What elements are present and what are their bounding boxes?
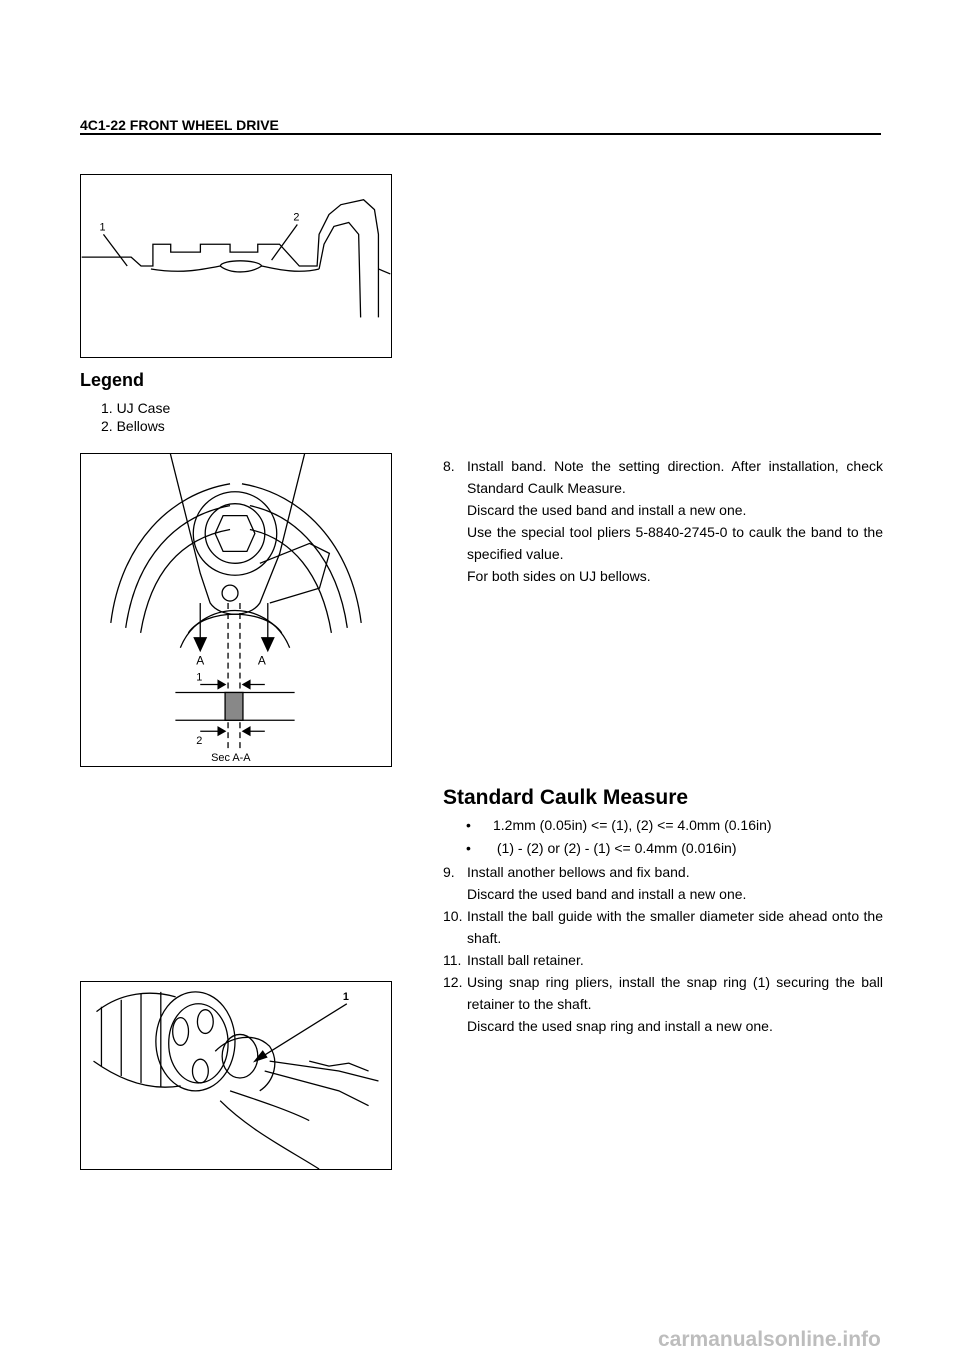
step-line: Use the special tool pliers 5-8840-2745-0 to caulk the band to the specified value. (467, 524, 883, 562)
legend-item-bellows: 2. Bellows (101, 418, 165, 434)
callout-2: 2 (293, 211, 300, 224)
step-9 (443, 861, 883, 905)
uj-case-figure (80, 174, 392, 358)
watermark: carmanualsonline.info (658, 1328, 881, 1351)
callout-1: 1 (342, 990, 349, 1003)
step-11 (443, 949, 883, 971)
page-header: 4C1-22 FRONT WHEEL DRIVE (80, 117, 279, 133)
step-line: Install band. Note the setting direction. After installation, check Standard Caulk Measure. (467, 458, 883, 496)
bullet-text: (1) - (2) or (2) - (1) <= 0.4mm (0.016in) (493, 840, 737, 856)
steps-list (443, 861, 883, 1037)
step-number: 8. (443, 458, 455, 474)
step-number: 11. (443, 952, 462, 968)
step-10 (443, 905, 883, 949)
callout-1: 1 (196, 671, 203, 684)
step-line: Discard the used snap ring and install a new one. (467, 1018, 773, 1034)
step-number: 10. (443, 908, 463, 924)
callout-2: 2 (196, 735, 203, 748)
step-line: Discard the used band and install a new one. (467, 886, 747, 902)
callout-1: 1 (99, 221, 106, 234)
step-number: 12. (443, 974, 463, 990)
section-caption: Sec A-A (211, 752, 251, 765)
step-number: 9. (443, 864, 455, 880)
step-line: Install the ball guide with the smaller diameter side ahead onto the shaft. (467, 908, 883, 946)
section-label-a-left: A (196, 653, 205, 668)
bullet-text: 1.2mm (0.05in) <= (1), (2) <= 4.0mm (0.16in) (493, 817, 772, 833)
step-8 (443, 455, 883, 587)
step-line: Install ball retainer. (467, 952, 584, 968)
step-line: Discard the used band and install a new one. (467, 502, 747, 518)
bullet-dot: • (466, 840, 471, 856)
band-caulk-figure (80, 453, 392, 767)
legend-list (101, 399, 170, 435)
snap-ring-figure (80, 981, 392, 1170)
legend-item-uj-case: 1. UJ Case (101, 400, 171, 416)
bullet-dot: • (466, 817, 471, 833)
step-line: Install another bellows and fix band. (467, 864, 690, 880)
header-rule (80, 133, 881, 135)
legend-title: Legend (80, 370, 145, 390)
step-12 (443, 971, 883, 1037)
section-label-a-right: A (257, 653, 266, 668)
section-title: Standard Caulk Measure (443, 786, 689, 809)
step-line: Using snap ring pliers, install the snap ring (1) securing the ball retainer to the shaft. (467, 974, 883, 1012)
caulk-measure-bullets (466, 814, 772, 860)
step-line: For both sides on UJ bellows. (467, 568, 651, 584)
